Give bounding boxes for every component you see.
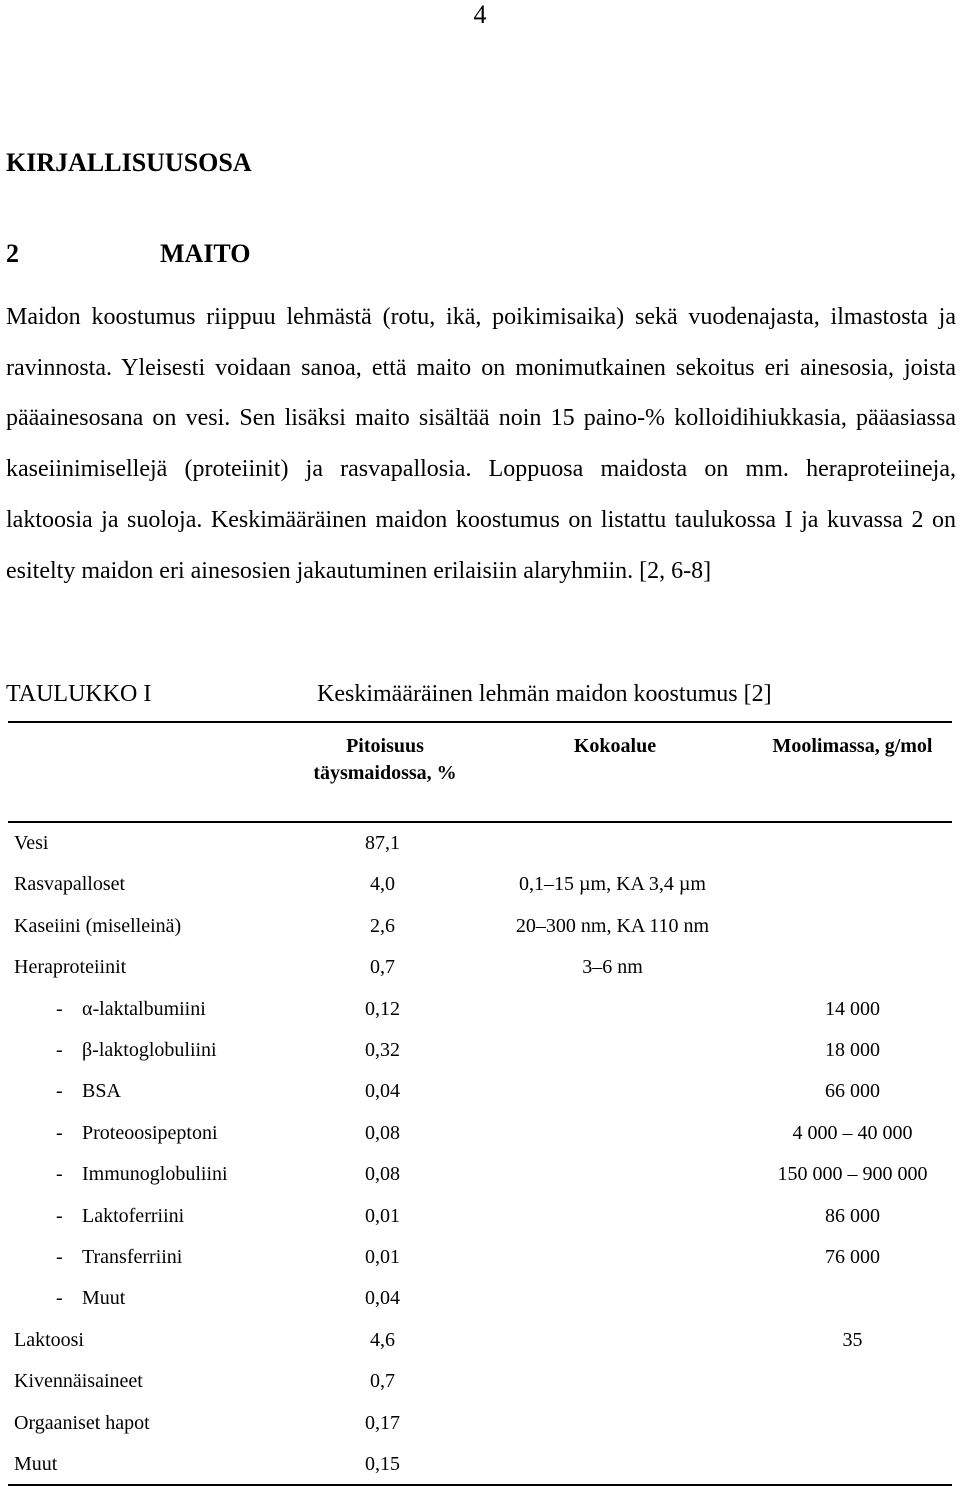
row-dash: - <box>56 1163 63 1186</box>
section-number: 2 <box>6 239 19 268</box>
row-content: 4,0 <box>370 873 395 896</box>
table-row <box>0 906 960 947</box>
row-subname: Laktoferriini <box>82 1204 185 1227</box>
row-name: Vesi <box>14 832 49 854</box>
literature-heading: KIRJALLISUUSOSA <box>6 148 252 177</box>
row-size: 0,1–15 µm, KA 3,4 µm <box>519 873 706 896</box>
row-mass: 14 000 <box>825 997 880 1020</box>
row-subname: α-laktalbumiini <box>82 997 206 1020</box>
row-size: 3–6 nm <box>582 956 643 979</box>
row-dash: - <box>56 1080 63 1103</box>
table-row <box>0 1113 960 1154</box>
table-row <box>0 1403 960 1444</box>
table-row <box>0 1196 960 1237</box>
row-mass: 86 000 <box>825 1204 880 1227</box>
table-top-rule <box>8 721 952 723</box>
column-header-mass: Moolimassa, g/mol <box>772 735 933 757</box>
row-dash: - <box>56 997 63 1020</box>
row-mass: 4 000 – 40 000 <box>792 1121 913 1144</box>
row-subname: Immunoglobuliini <box>82 1163 228 1186</box>
row-content: 0,04 <box>365 1287 400 1310</box>
row-subname: Muut <box>82 1287 126 1310</box>
row-content: 0,17 <box>365 1411 400 1434</box>
row-mass: 76 000 <box>825 1246 880 1268</box>
row-content: 0,08 <box>365 1163 400 1186</box>
row-content: 2,6 <box>370 914 395 937</box>
row-name: Orgaaniset hapot <box>14 1411 150 1434</box>
row-content: 0,01 <box>365 1204 400 1227</box>
row-content: 0,15 <box>365 1453 400 1475</box>
row-subname: Transferriini <box>82 1246 183 1268</box>
table-row <box>0 1030 960 1071</box>
column-header-content: Pitoisuus täysmaidossa, % <box>313 735 457 784</box>
table-caption: Keskimääräinen lehmän maidon koostumus [2] <box>317 681 772 707</box>
table-row <box>0 947 960 988</box>
row-mass: 18 000 <box>825 1039 880 1061</box>
row-name: Heraproteiinit <box>14 956 127 979</box>
page-number: 4 <box>473 0 487 29</box>
row-content: 0,04 <box>365 1080 400 1103</box>
table-row <box>0 823 960 864</box>
column-header-size: Kokoalue <box>573 735 657 757</box>
row-name: Kaseiini (miselleinä) <box>14 914 182 937</box>
table-row <box>0 1237 960 1278</box>
table-row <box>0 864 960 905</box>
row-subname: Proteoosipeptoni <box>82 1121 218 1144</box>
row-mass: 35 <box>842 1328 863 1351</box>
row-content: 0,08 <box>365 1121 400 1144</box>
table-row <box>0 1071 960 1112</box>
row-content: 0,12 <box>365 997 400 1020</box>
row-content: 0,7 <box>370 956 395 979</box>
row-dash: - <box>56 1246 63 1268</box>
row-dash: - <box>56 1121 63 1144</box>
table-row <box>0 1278 960 1319</box>
table-row <box>0 1444 960 1485</box>
row-dash: - <box>56 1204 63 1227</box>
table-label: TAULUKKO I <box>6 681 152 707</box>
row-dash: - <box>56 1287 63 1310</box>
row-size: 20–300 nm, KA 110 nm <box>515 914 710 937</box>
row-name: Muut <box>14 1453 58 1475</box>
row-content: 87,1 <box>365 832 400 854</box>
row-content: 0,32 <box>365 1039 400 1061</box>
table-row <box>0 1361 960 1402</box>
row-dash: - <box>56 1039 63 1061</box>
row-name: Rasvapalloset <box>14 873 126 896</box>
row-name: Kivennäisaineet <box>14 1370 143 1393</box>
row-content: 4,6 <box>370 1328 395 1351</box>
row-content: 0,7 <box>370 1370 395 1393</box>
row-subname: BSA <box>82 1080 121 1103</box>
table-row <box>0 1154 960 1195</box>
row-mass: 66 000 <box>825 1080 880 1103</box>
table-row <box>0 989 960 1030</box>
section-title: MAITO <box>160 239 251 268</box>
row-subname: β-laktoglobuliini <box>82 1039 217 1061</box>
row-name: Laktoosi <box>14 1328 84 1351</box>
row-content: 0,01 <box>365 1246 400 1268</box>
row-mass: 150 000 – 900 000 <box>777 1163 928 1186</box>
table-row <box>0 1320 960 1361</box>
body-paragraph: Maidon koostumus riippuu lehmästä (rotu, ikä, poikimisaika) sekä vuodenajasta, ilmastosta ja ravinnosta. Yleisesti voidaan sanoa, että maito on monimutkainen sekoitus eri ainesosia, joista pääainesosana on vesi. Sen lisäksi maito sisältää noin 15 paino-% kolloidihiukkasia, pääasiassa kaseiinimisellejä (proteiinit) ja rasvapallosia. Loppuosa maidosta on mm. heraproteiineja, laktoosia ja suoloja. Keskimääräinen maidon koostumus on listattu taulukossa I ja kuvassa 2 on esitelty maidon eri ainesosien jakautuminen erilaisiin alaryhmiin. [2, 6-8] <box>6 304 956 584</box>
